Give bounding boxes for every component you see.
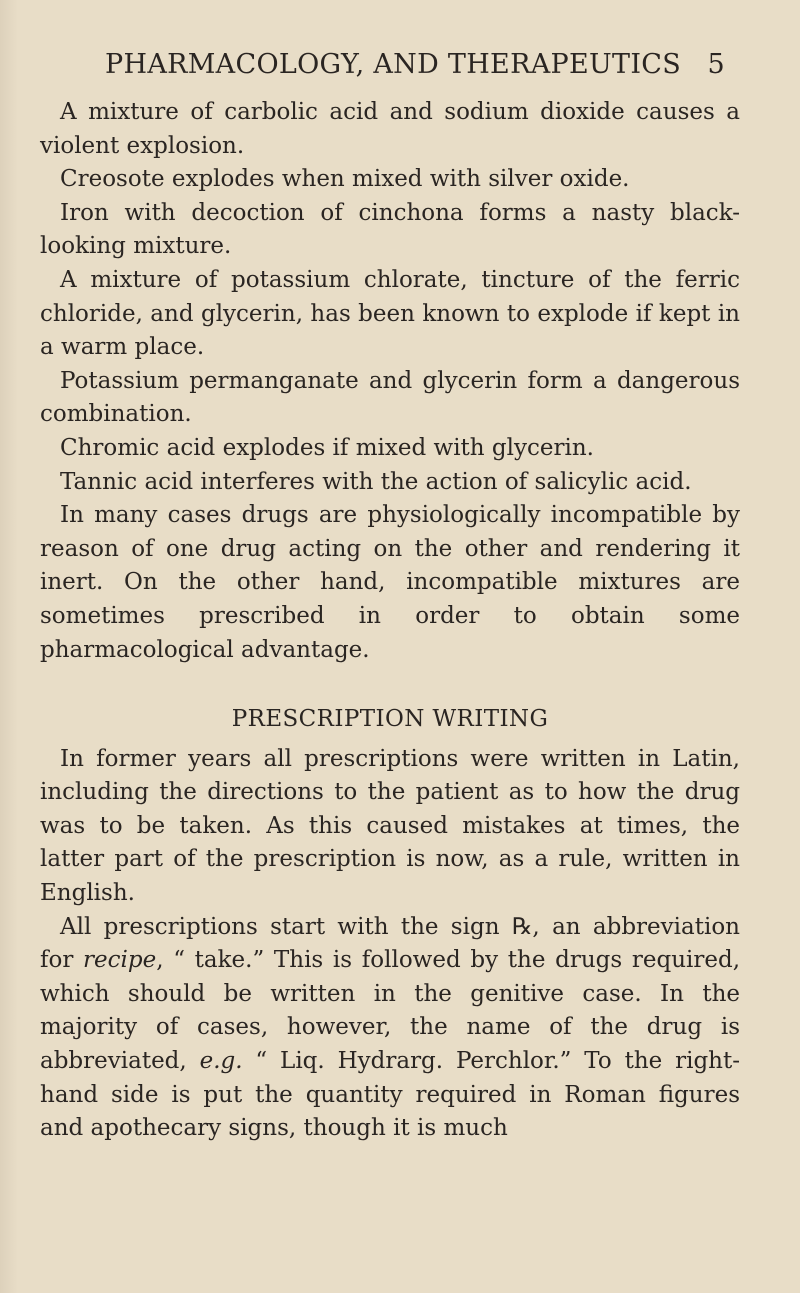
recipe-text-2: , “ take.” This is followed by the drugs required, which should be written in the genitive case. In the majority of cases, however, the name of the drug is abbreviated, bbox=[40, 947, 741, 1075]
running-head-title: PHARMACOLOGY, AND THERAPEUTICS bbox=[105, 48, 682, 80]
paragraph-incompatibility: In many cases drugs are physiologically incompatible by reason of one drug acting on the other and rendering it inert. On the other hand, incompatible mixtures are sometimes prescribed in order to obtain some pharmacological advantage. bbox=[40, 502, 740, 663]
recipe-italic-word: recipe bbox=[83, 947, 157, 974]
section-heading: PRESCRIPTION WRITING bbox=[231, 706, 549, 733]
recipe-text-3: “ Liq. Hydrarg. Perchlor.” To the right-hand side is put the quantity required in Roman figures and apothecary signs, though it is much bbox=[40, 1048, 741, 1142]
paragraph-latin: In former years all prescriptions were written in Latin, including the directions to the patient as to how the drug was to be taken. As this caused mistakes at times, the latter part of the prescription is now, as a rule, written in English. bbox=[40, 745, 740, 907]
recipe-text-1: All prescriptions start with the sign ℞, an abbreviation for bbox=[40, 913, 740, 974]
running-head bbox=[105, 44, 725, 84]
paragraph-iron: Iron with decoction of cinchona forms a nasty black-looking mixture. bbox=[40, 199, 740, 260]
body-text bbox=[40, 96, 740, 1146]
paragraph-permanganate: Potassium permanganate and glycerin form a dangerous combination. bbox=[40, 367, 740, 428]
paragraph-creosote: Creosote explodes when mixed with silver oxide. bbox=[60, 166, 630, 193]
paragraph-potassium-chlorate: A mixture of potassium chlorate, tincture of the ferric chloride, and glycerin, has been known to explode if kept in a warm place. bbox=[40, 266, 740, 361]
paragraph-recipe bbox=[40, 911, 740, 1146]
eg-italic: e.g. bbox=[199, 1048, 243, 1075]
paragraph-explosion: A mixture of carbolic acid and sodium dioxide causes a violent explosion. bbox=[40, 99, 740, 159]
page-number: 5 bbox=[707, 48, 725, 80]
paragraph-tannic-acid: Tannic acid interferes with the action of salicylic acid. bbox=[60, 468, 692, 495]
paragraph-chromic-acid: Chromic acid explodes if mixed with glycerin. bbox=[60, 434, 594, 461]
